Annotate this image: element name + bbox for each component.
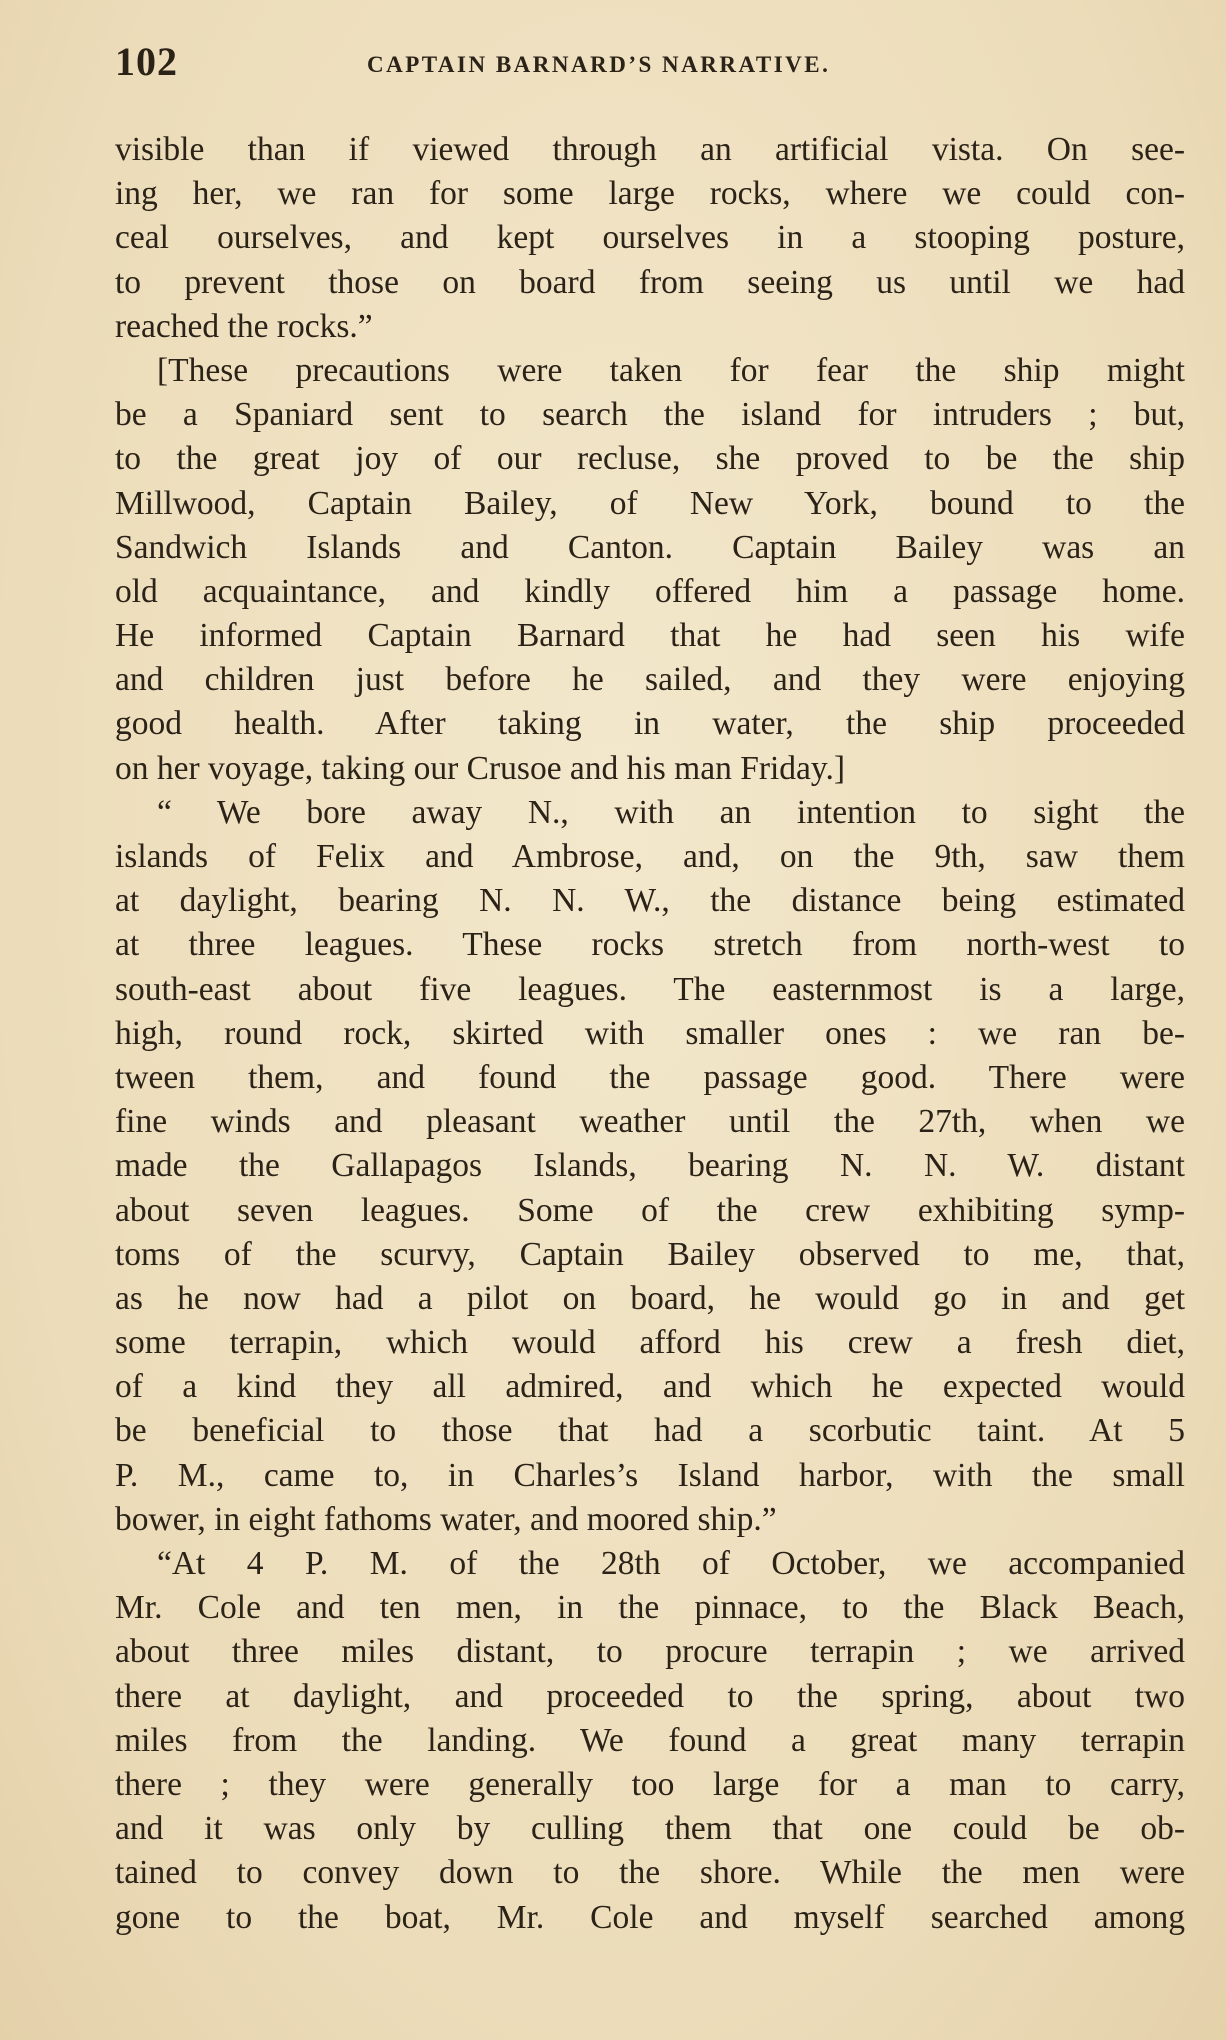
- text-line: “ We bore away N., with an intention to sight the: [157, 793, 1185, 831]
- text-line: toms of the scurvy, Captain Bailey observed to me, that,: [115, 1235, 1185, 1273]
- text-line: and it was only by culling them that one could be ob-: [115, 1810, 1185, 1848]
- text-line: to the great joy of our recluse, she proved to be the ship: [115, 440, 1185, 478]
- text-line: there at daylight, and proceeded to the spring, about two: [115, 1677, 1185, 1715]
- text-line: high, round rock, skirted with smaller ones : we ran be-: [115, 1014, 1185, 1052]
- text-line: “At 4 P. M. of the 28th of October, we accompanied: [157, 1545, 1185, 1582]
- text-line: Mr. Cole and ten men, in the pinnace, to the Black Beach,: [115, 1589, 1185, 1627]
- running-title: CAPTAIN BARNARD’S NARRATIVE.: [367, 52, 831, 77]
- text-line: some terrapin, which would afford his crew a fresh diet,: [115, 1324, 1185, 1362]
- text-line: on her voyage, taking our Crusoe and his man Friday.]: [115, 749, 846, 787]
- text-line: there ; they were generally too large for a man to carry,: [115, 1765, 1185, 1803]
- text-line: reached the rocks.”: [115, 307, 373, 345]
- text-line: ceal ourselves, and kept ourselves in a stooping posture,: [115, 219, 1185, 257]
- text-line: be a Spaniard sent to search the island for intruders ; but,: [115, 396, 1185, 434]
- text-line: gone to the boat, Mr. Cole and myself searched among: [115, 1898, 1185, 1936]
- text-line: and children just before he sailed, and they were enjoying: [115, 661, 1185, 699]
- text-line: old acquaintance, and kindly offered him a passage home.: [115, 572, 1185, 610]
- text-line: ing her, we ran for some large rocks, where we could con-: [115, 175, 1185, 213]
- text-line: made the Gallapagos Islands, bearing N. N. W. distant: [115, 1147, 1185, 1185]
- text-line: good health. After taking in water, the ship proceeded: [115, 705, 1185, 743]
- text-line: Sandwich Islands and Canton. Captain Bailey was an: [115, 528, 1185, 566]
- body-text: [115, 128, 1185, 1940]
- text-line: fine winds and pleasant weather until the 27th, when we: [115, 1103, 1185, 1141]
- text-line: to prevent those on board from seeing us until we had: [115, 263, 1185, 301]
- text-line: bower, in eight fathoms water, and moored ship.”: [115, 1500, 777, 1538]
- text-line: of a kind they all admired, and which he expected would: [115, 1368, 1185, 1406]
- text-line: tained to convey down to the shore. While the men were: [115, 1854, 1185, 1892]
- text-line: islands of Felix and Ambrose, and, on the 9th, saw them: [115, 838, 1185, 875]
- text-line: south-east about five leagues. The easternmost is a large,: [115, 970, 1185, 1008]
- text-line: about seven leagues. Some of the crew exhibiting symp-: [115, 1191, 1185, 1229]
- text-line: be beneficial to those that had a scorbutic taint. At 5: [115, 1412, 1185, 1450]
- page-number: 102: [115, 39, 178, 84]
- text-line: [These precautions were taken for fear the ship might: [157, 351, 1185, 389]
- text-line: at daylight, bearing N. N. W., the distance being estimated: [115, 882, 1185, 920]
- text-line: visible than if viewed through an artificial vista. On see-: [115, 131, 1185, 168]
- text-line: tween them, and found the passage good. There were: [115, 1058, 1185, 1096]
- text-line: Millwood, Captain Bailey, of New York, bound to the: [115, 484, 1185, 522]
- page-header: [115, 38, 1195, 94]
- text-line: as he now had a pilot on board, he would go in and get: [115, 1279, 1185, 1317]
- text-line: He informed Captain Barnard that he had seen his wife: [115, 617, 1185, 655]
- text-line: about three miles distant, to procure terrapin ; we arrived: [115, 1633, 1185, 1671]
- text-line: P. M., came to, in Charles’s Island harbor, with the small: [115, 1456, 1185, 1494]
- text-line: at three leagues. These rocks stretch from north-west to: [115, 926, 1185, 964]
- text-line: miles from the landing. We found a great many terrapin: [115, 1721, 1185, 1759]
